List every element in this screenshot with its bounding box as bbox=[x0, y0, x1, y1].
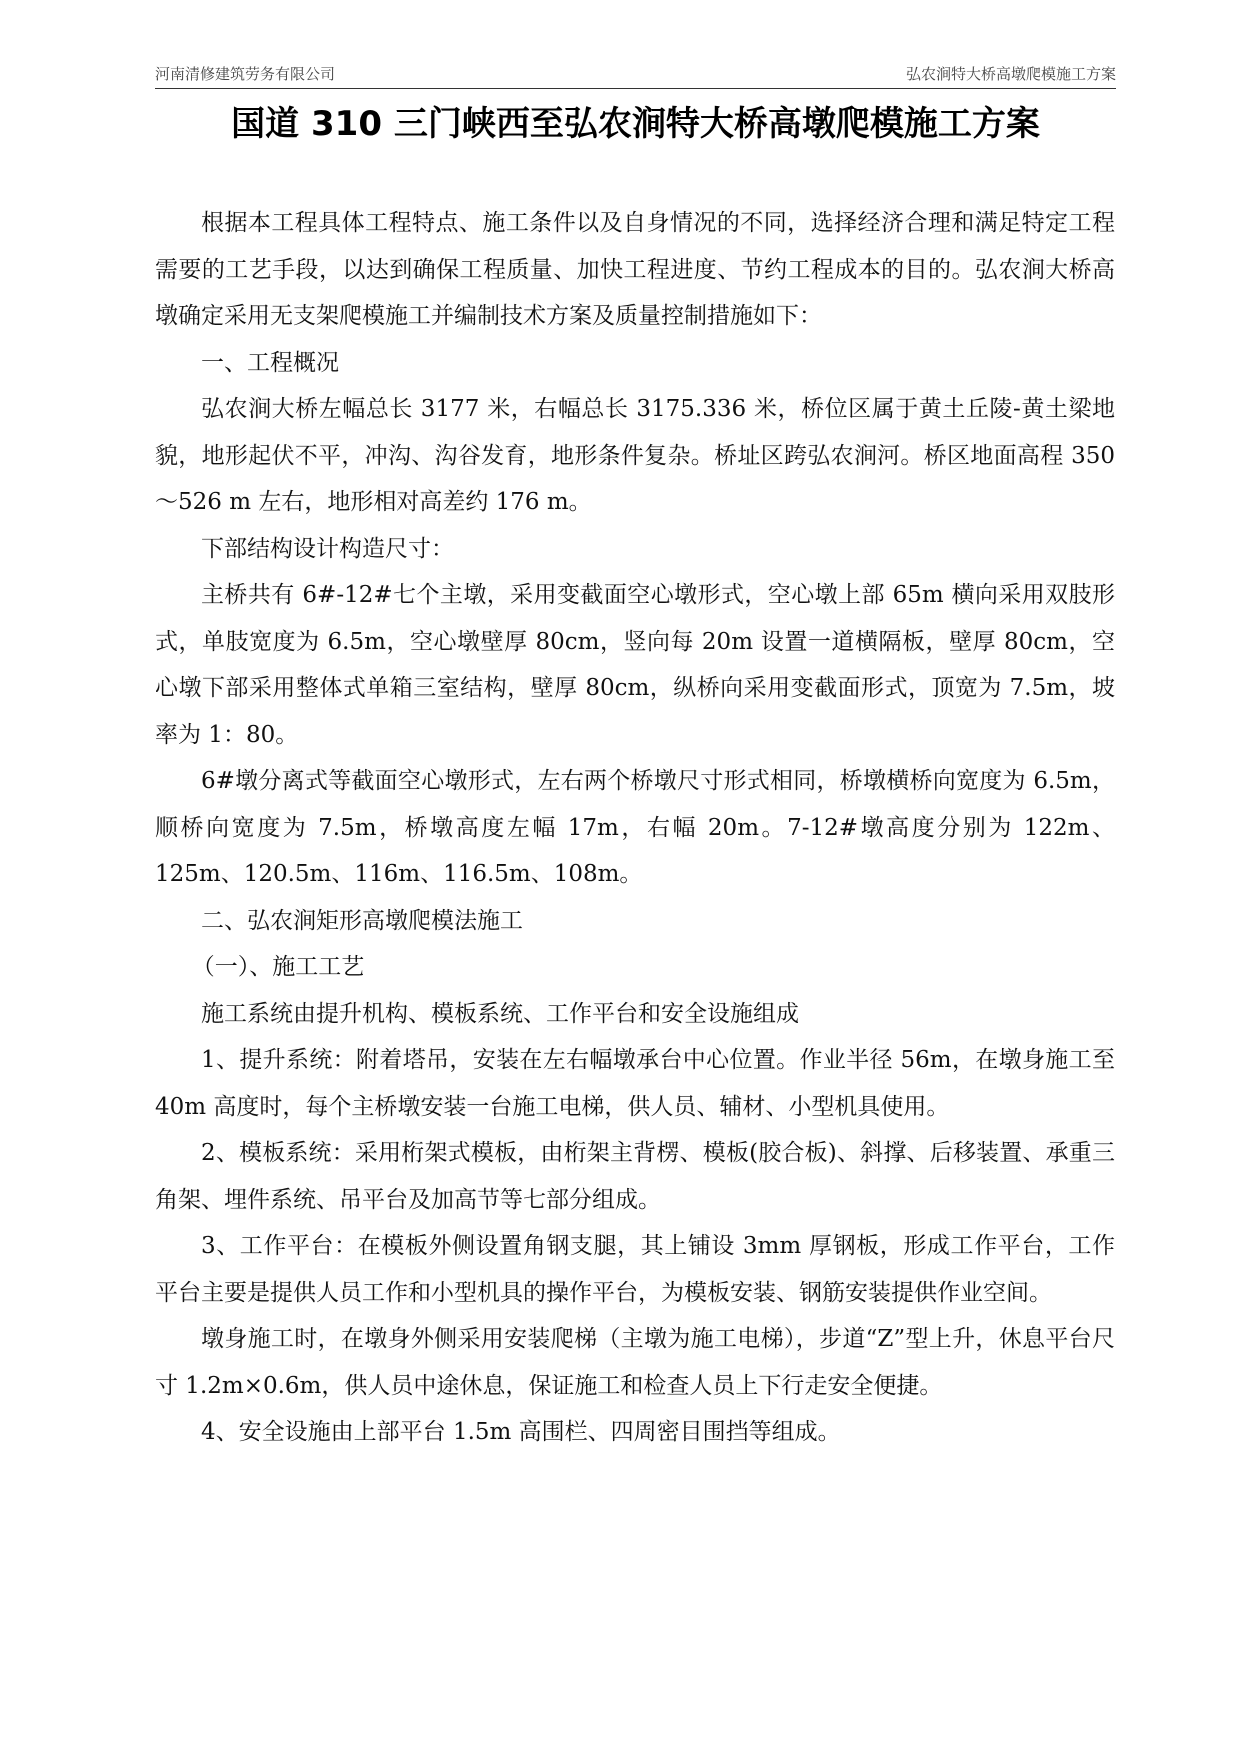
header-company: 河南清修建筑劳务有限公司 bbox=[155, 65, 336, 83]
paragraph-system-composition: 施工系统由提升机构、模板系统、工作平台和安全设施组成 bbox=[201, 1000, 799, 1027]
header-document-name: 弘农涧特大桥高墩爬模施工方案 bbox=[905, 65, 1116, 83]
subheading-construction-process: （一）、施工工艺 bbox=[191, 954, 365, 980]
page-header bbox=[155, 62, 1116, 89]
paragraph-work-platform: 3、工作平台：在模板外侧设置角钢支腿，其上铺设 3mm 厚钢板，形成工作平台，工作平台主要是提供人员工作和小型机具的操作平台，为模板安装、钢筋安装提供作业空间。 bbox=[155, 1233, 1115, 1306]
paragraph-safety: 4、安全设施由上部平台 1.5m 高围栏、四周密目围挡等组成。 bbox=[201, 1419, 841, 1445]
document-body bbox=[155, 200, 1115, 1456]
paragraph-ladder: 墩身施工时，在墩身外侧采用安装爬梯（主墩为施工电梯），步道“Z”型上升，休息平台尺寸 1.2m×0.6m，供人员中途休息，保证施工和检查人员上下行走安全便捷。 bbox=[155, 1326, 1115, 1399]
heading-project-overview: 一、工程概况 bbox=[201, 349, 339, 376]
paragraph-formwork-system: 2、模板系统：采用桁架式模板，由桁架主背楞、模板(胶合板)、斜撑、后移装置、承重三角架、埋件系统、吊平台及加高节等七部分组成。 bbox=[155, 1140, 1115, 1213]
paragraph-intro: 根据本工程具体工程特点、施工条件以及自身情况的不同，选择经济合理和满足特定工程需要的工艺手段，以达到确保工程质量、加快工程进度、节约工程成本的目的。弘农涧大桥高墩确定采用无支架爬模施工并编制技术方案及质量控制措施如下： bbox=[155, 210, 1115, 329]
paragraph-bridge-overview: 弘农涧大桥左幅总长 3177 米，右幅总长 3175.336 米，桥位区属于黄土丘陵-黄土梁地貌，地形起伏不平，冲沟、沟谷发育，地形条件复杂。桥址区跨弘农涧河。桥区地面高程 350～526 m 左右，地形相对高差约 176 m。 bbox=[155, 396, 1115, 515]
paragraph-pier-6: 6#墩分离式等截面空心墩形式，左右两个桥墩尺寸形式相同，桥墩横桥向宽度为 6.5m，顺桥向宽度为 7.5m，桥墩高度左幅 17m，右幅 20m。7-12#墩高度分别为 122m、125m、120.5m、116m、116.5m、108m。 bbox=[155, 768, 1115, 887]
paragraph-lifting-system: 1、提升系统：附着塔吊，安装在左右幅墩承台中心位置。作业半径 56m，在墩身施工至 40m 高度时，每个主桥墩安装一台施工电梯，供人员、辅材、小型机具使用。 bbox=[155, 1047, 1115, 1120]
paragraph-main-piers: 主桥共有 6#-12#七个主墩，采用变截面空心墩形式，空心墩上部 65m 横向采用双肢形式，单肢宽度为 6.5m，空心墩壁厚 80cm，竖向每 20m 设置一道横隔板，壁厚 80cm，空心墩下部采用整体式单箱三室结构，壁厚 80cm，纵桥向采用变截面形式，顶宽为 7.5m，坡率为 1：80。 bbox=[155, 582, 1115, 748]
heading-climbing-formwork: 二、弘农涧矩形高墩爬模法施工 bbox=[201, 907, 523, 934]
document-title: 国道 310 三门峡西至弘农涧特大桥高墩爬模施工方案 bbox=[231, 104, 1040, 144]
subheading-substructure: 下部结构设计构造尺寸： bbox=[201, 535, 454, 562]
